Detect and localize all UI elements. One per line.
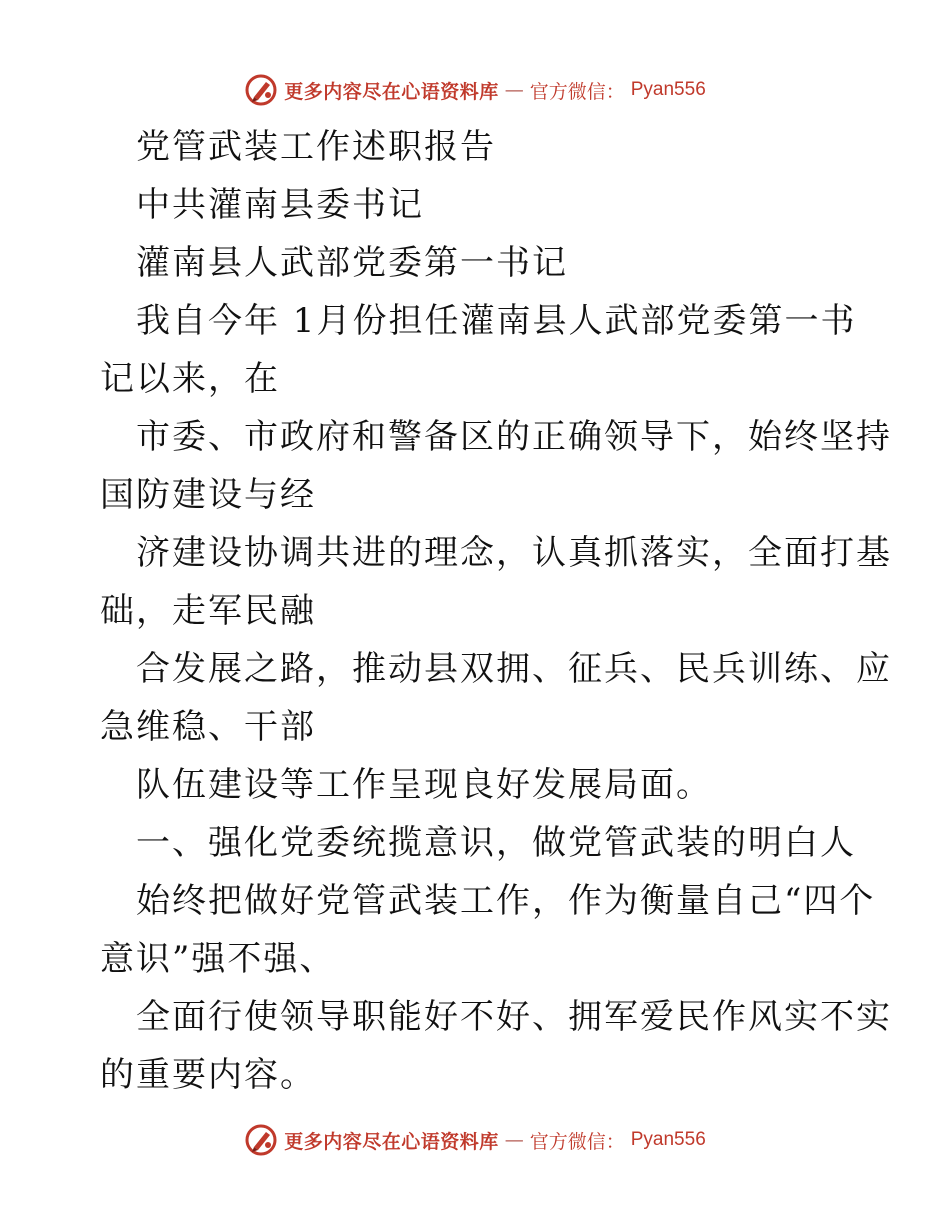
text-line: 础，走军民融 [100, 591, 316, 631]
banner-contact-id: Pyan556 [630, 79, 706, 100]
text-line: 市委、市政府和警备区的正确领导下，始终坚持 [136, 417, 892, 457]
text-line: 党管武装工作述职报告 [136, 127, 496, 167]
text-line: 灌南县人武部党委第一书记 [136, 243, 568, 283]
text-line: 队伍建设等工作呈现良好发展局面。 [136, 765, 712, 805]
banner-dash: — [504, 1129, 524, 1151]
text-line: 国防建设与经 [100, 475, 316, 515]
text-line: 全面行使领导职能好不好、拥军爱民作风实不实 [136, 997, 892, 1037]
banner-text: 更多内容尽在心语资料库 [284, 1130, 499, 1153]
banner-contact-label: 官方微信： [529, 1130, 625, 1153]
text-line: 记以来，在 [100, 359, 280, 399]
text-line: 始终把做好党管武装工作，作为衡量自己“四个 [136, 881, 876, 921]
text-line: 意识”强不强、 [100, 939, 336, 979]
banner-contact-label: 官方微信： [529, 80, 625, 103]
document-body [100, 118, 892, 1104]
footer-watermark-banner [0, 1122, 950, 1158]
pen-logo-icon [244, 1123, 278, 1157]
text-line: 济建设协调共进的理念，认真抓落实，全面打基 [136, 533, 892, 573]
banner-text: 更多内容尽在心语资料库 [284, 80, 499, 103]
text-line: 一、强化党委统揽意识，做党管武装的明白人 [136, 823, 856, 863]
text-line: 我自今年 1月份担任灌南县人武部党委第一书 [136, 301, 857, 341]
banner-contact-id: Pyan556 [630, 1129, 706, 1150]
pen-logo-icon [244, 73, 278, 107]
text-line: 急维稳、干部 [100, 707, 316, 747]
banner-dash: — [504, 79, 524, 101]
text-line: 的重要内容。 [100, 1055, 316, 1095]
text-line: 中共灌南县委书记 [136, 185, 424, 225]
header-watermark-banner [0, 72, 950, 108]
text-line: 合发展之路，推动县双拥、征兵、民兵训练、应 [136, 649, 892, 689]
